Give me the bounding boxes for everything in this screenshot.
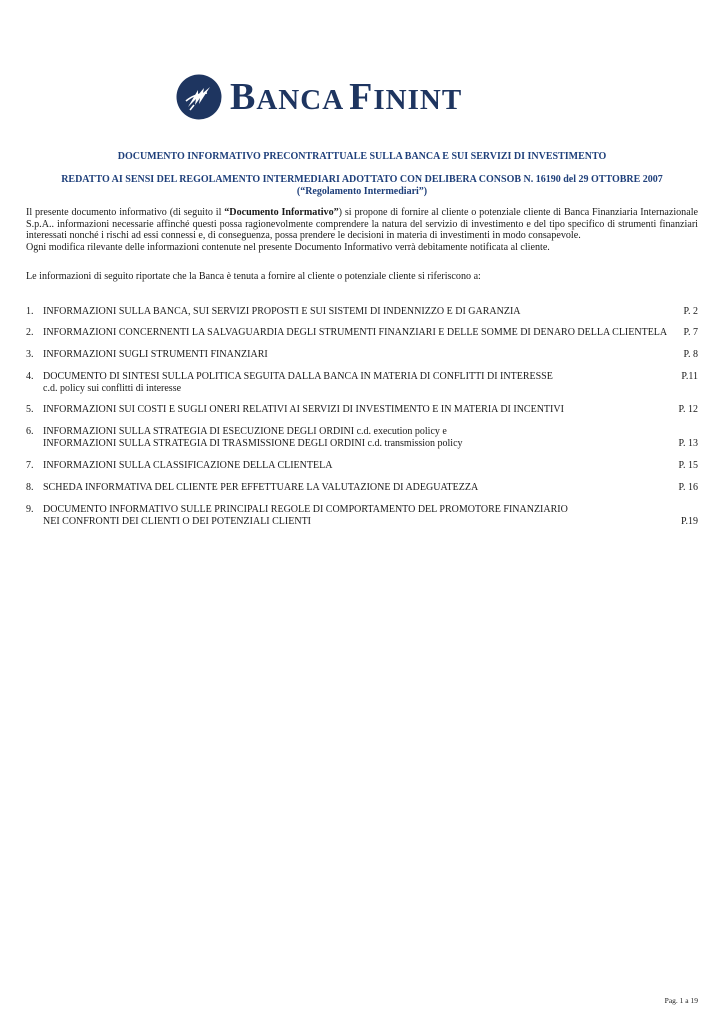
brand-name: BANCA FININT	[230, 76, 463, 118]
page-number: Pag. 1 a 19	[664, 996, 698, 1005]
intro-section	[26, 207, 698, 254]
toc-page-number: P. 13	[678, 437, 698, 449]
toc-page-number: P. 7	[683, 327, 698, 338]
banca-finint-logo-icon	[176, 74, 222, 120]
toc-page-number: P. 16	[678, 482, 698, 493]
toc-page-number: P. 2	[683, 306, 698, 317]
toc-page-number: P. 12	[678, 404, 698, 415]
toc-page-number: P.11	[681, 371, 698, 382]
documento-informativo-term: “Documento Informativo”	[224, 207, 339, 218]
toc-lead: Le informazioni di seguito riportate che la Banca è tenuta a fornire al cliente o potenziale cliente si riferiscono a:	[26, 271, 481, 282]
toc-page-number: P.19	[681, 515, 698, 527]
notice-paragraph: Ogni modifica rilevante delle informazioni contenute nel presente Documento Informativo verrà debitamente notificata al cliente.	[26, 242, 550, 254]
bank-logo	[176, 74, 462, 120]
toc-page-number: P. 15	[678, 460, 698, 471]
document-subtitle	[26, 174, 698, 198]
intro-paragraph: Il presente documento informativo (di seguito il “Documento Informativo”) si propone di fornire al cliente o potenziale cliente di Banca Finanziaria Internazionale S.p.A.. informazioni necessarie affinché questi possa ragionevolmente comprendere la natura del servizio di investimento e del tipo specifico di strumenti finanziari interessati nonché i rischi ad essi connessi e, di conseguenza, possa prendere le decisioni in materia di investimenti in modo consapevole.	[26, 207, 698, 242]
subtitle-line-2: (“Regolamento Intermediari”)	[296, 186, 428, 197]
subtitle-line-1: REDATTO AI SENSI DEL REGOLAMENTO INTERMEDIARI ADOTTATO CON DELIBERA CONSOB N. 16190 del 29 OTTOBRE 2007	[61, 174, 663, 185]
document-title: DOCUMENTO INFORMATIVO PRECONTRATTUALE SULLA BANCA E SUI SERVIZI DI INVESTIMENTO	[117, 151, 607, 162]
toc-page-number: P. 8	[683, 349, 698, 360]
